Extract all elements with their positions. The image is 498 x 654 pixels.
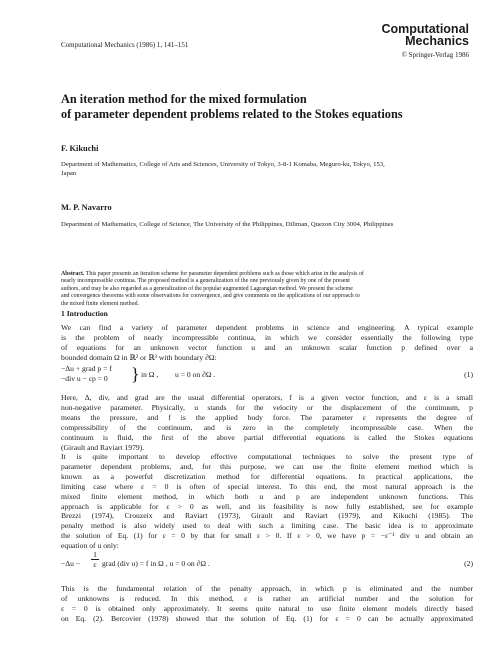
journal-reference: Computational Mechanics (1986) 1, 141–151 <box>61 41 189 49</box>
paper-title <box>61 92 471 122</box>
abstract-line: nearly incompressible continua. The proposed method is a generalization of the one previously given by one of the present <box>61 278 350 285</box>
equation-2-rest: grad (div u) = f in Ω , u = 0 on ∂Ω . <box>102 559 210 568</box>
equation-1-system <box>61 364 112 384</box>
author-name: F. Kikuchi <box>61 144 99 153</box>
text-line: equation of u only: <box>61 541 119 551</box>
title-line: of parameter dependent problems related to the Stokes equations <box>61 107 403 121</box>
text-line: of equations for an unknown vector function u and an unknown scalar function p defined over a <box>61 342 473 352</box>
text-line: on Eq. (2). Bercovier (1978) showed that the solution of Eq. (1) for ε = 0 can be actually approximated <box>61 613 473 623</box>
text-line: ε = 0 is obtained only approximately. It seems quite natural to use finite element models directly based <box>61 603 473 613</box>
text-line: (Girault and Raviart 1979). <box>61 442 145 452</box>
equation-1 <box>61 364 473 386</box>
equation-1-domain: in Ω , <box>141 370 159 379</box>
text-line: penalty method is also widely used to deal with such a limiting case. The basic idea is to approximate <box>61 521 473 531</box>
affiliation-line: Department of Mathematics, College of Science, The University of the Philippines, Diliman, Quezon City 3004, Philippines <box>61 221 394 228</box>
text-line: This is the fundamental relation of the penalty approach, in which p is eliminated and the number <box>61 584 473 593</box>
equation-2 <box>61 550 473 578</box>
text-line: We can find a variety of parameter dependent problems in science and engineering. A typical example <box>61 323 473 332</box>
abstract-line: and convergence theorems with some observations for convergence, and give comments on the applications of our approach to <box>61 293 360 300</box>
author-name: M. P. Navarro <box>61 203 112 212</box>
text-line: means the pressure, and f is the applied body force. The parameter ε represents the degree of <box>61 412 473 422</box>
abstract-line: authors, and may be also regarded as a generalization of the popular augmented Lagrangian method. We present the scheme <box>61 285 353 292</box>
paragraph-3 <box>61 452 473 551</box>
text-line: bounded domain Ω in ℝ² or ℝ³ with boundary ∂Ω: <box>61 352 217 362</box>
copyright-notice: © Springer-Verlag 1986 <box>401 51 469 59</box>
text-line: continuum is fluid, the first of the above partial differential equations is called the Stokes equations <box>61 432 473 442</box>
abstract-lead: Abstract. <box>61 271 85 277</box>
text-line: of unknowns is reduced. In this method, ε is rather an artificial number and the solution for <box>61 593 473 603</box>
text-line: the solution of Eq. (1) for ε = 0 by that for small ε > 0. If ε > 0, we have p = −ε⁻¹ div u and obtain an <box>61 531 473 541</box>
text-line: known as a powerful discretization method for differential equations. In practical applications, the <box>61 471 473 481</box>
affiliation-line: Japan <box>61 170 77 177</box>
title-line: An iteration method for the mixed formulation <box>61 92 307 106</box>
paragraph-2 <box>61 393 473 452</box>
equation-1-bottom: −div u − εp = 0 <box>61 374 108 383</box>
fraction-numerator: 1 <box>91 550 99 560</box>
paragraph-1 <box>61 323 473 363</box>
text-line: It is quite important to develop effective computational techniques to solve the present type of <box>61 452 473 461</box>
equation-1-top: −Δu + grad p = f <box>61 364 112 373</box>
text-line: Here, Δ, div, and grad are the usual differential operators, f is a given vector function, and ε is a small <box>61 393 473 402</box>
affiliation-line: Department of Mathematics, College of Arts and Sciences, University of Tokyo, 3-8-1 Komaba, Meguro-ku, Tokyo, 153, <box>61 161 385 168</box>
equation-2-lhs: −Δu − <box>61 559 81 568</box>
brand-line-2: Mechanics <box>405 34 469 48</box>
brace-glyph: } <box>131 364 140 384</box>
section-heading: 1 Introduction <box>61 309 108 318</box>
text-line: parameter dependent problems, and, for this purpose, we can use the finite element method which is <box>61 461 473 471</box>
journal-brand <box>382 23 470 59</box>
text-line: is the problem of nearly incompressible continua, in which we consider essentially the following type <box>61 332 473 342</box>
equation-2-fraction <box>91 550 99 569</box>
author-affiliation <box>61 220 473 229</box>
fraction-denominator: ε <box>93 560 97 569</box>
text-line: compressibility of the continuum, and is zero in the completely incompressible case. When the <box>61 422 473 432</box>
equation-1-bc: u = 0 on ∂Ω . <box>175 370 216 379</box>
abstract-text: This paper presents an iteration scheme for parameter dependent problems such as those which arise in the analysis of <box>84 271 364 277</box>
abstract-line: the mixed finite element method. <box>61 300 140 307</box>
text-line: mixed finite element method, in which both u and p are independent unknown functions. This <box>61 491 473 501</box>
author-affiliation <box>61 160 473 178</box>
text-line: approach is applicable for ε > 0 as well, and its feasibility is now fully established, see for example <box>61 501 473 511</box>
abstract <box>61 271 473 308</box>
text-line: limiting case where ε = 0 is often of special interest. To this end, the most natural approach is the <box>61 481 473 491</box>
brand-line-1: Computational <box>381 22 469 36</box>
equation-2-number: (2) <box>464 559 473 568</box>
text-line: Brezzi (1974), Crouzeix and Raviart (1973), Girault and Raviart (1979), and Kikuchi (1985). The <box>61 511 473 521</box>
paragraph-4 <box>61 584 473 624</box>
equation-1-number: (1) <box>464 370 473 379</box>
text-line: non-negative parameter. Physically, u stands for the velocity or the displacement of the continuum, p <box>61 402 473 412</box>
